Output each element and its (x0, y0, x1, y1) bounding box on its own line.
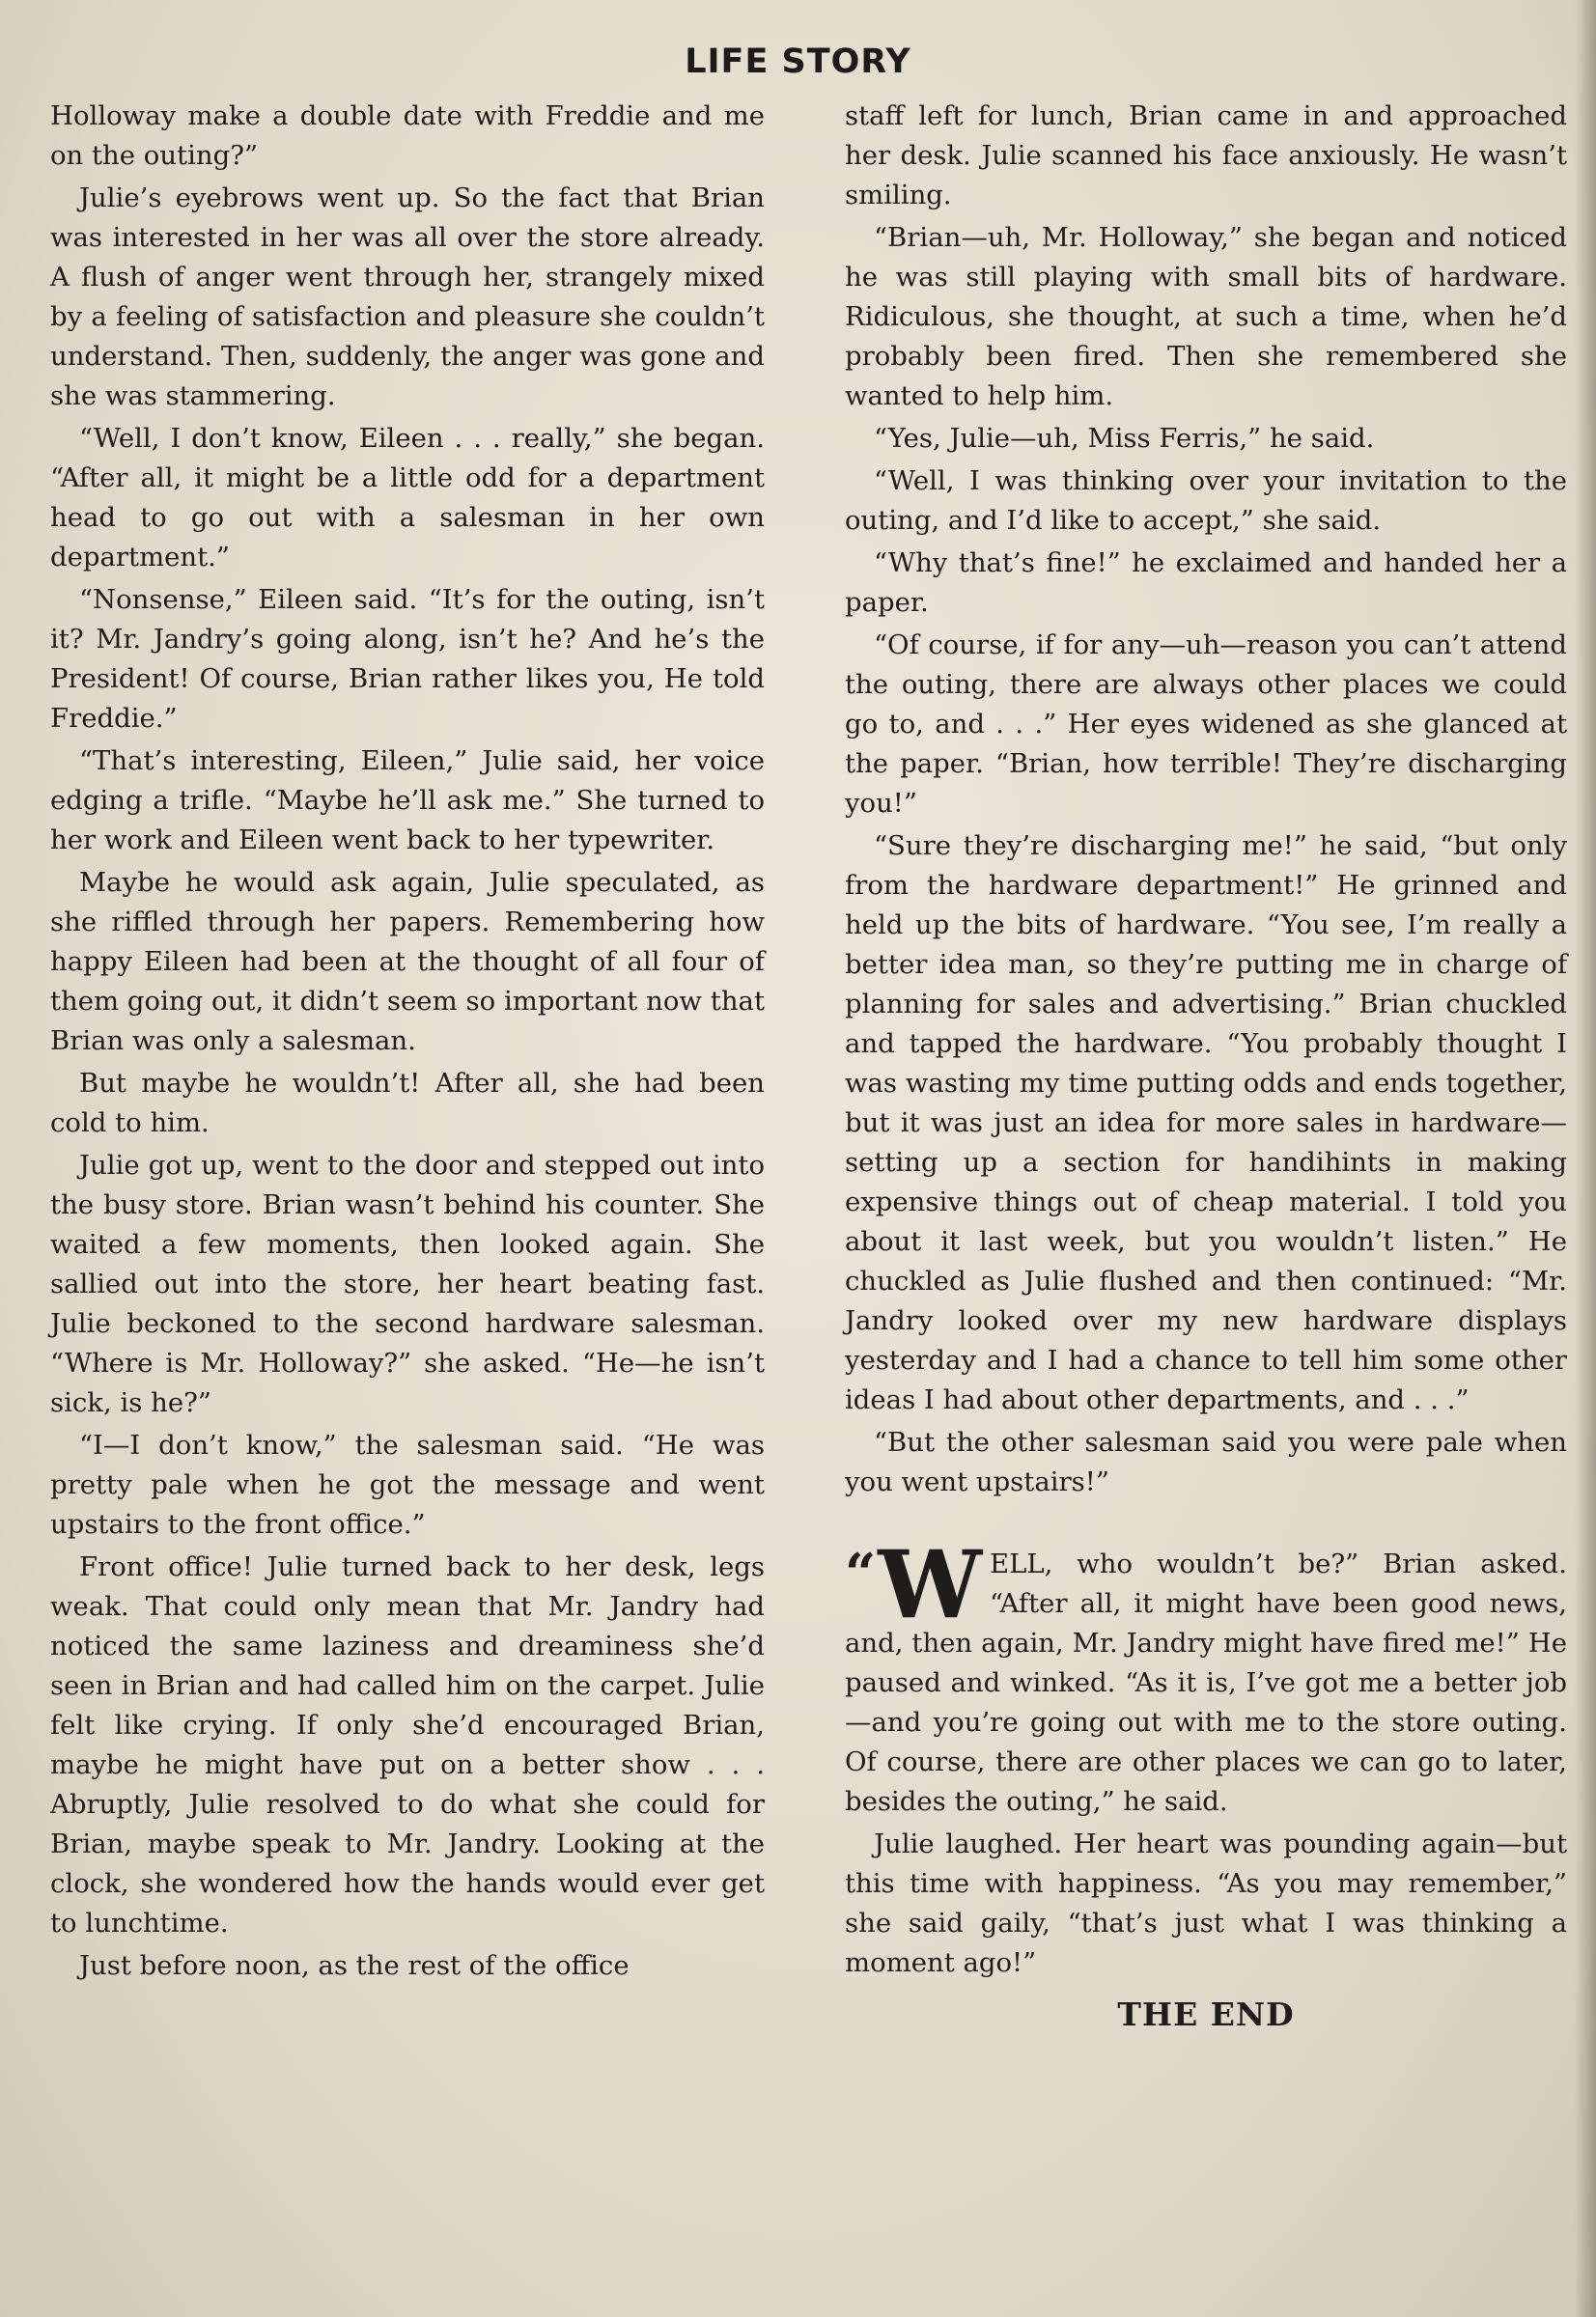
left-column (50, 97, 765, 1989)
paragraph: “Brian—uh, Mr. Holloway,” she began and noticed he was still playing with small bits of hardware. Ridiculous, she thought, at such a time, when he’d probably been fired. Then she remembered she wanted to help him. (845, 222, 1567, 411)
paragraph: “That’s interesting, Eileen,” Julie said, her voice edging a trifle. “Maybe he’ll ask me.” She turned to her work and Eileen went back to her typewriter. (50, 745, 765, 855)
page-edge-shadow (1575, 0, 1596, 2317)
paragraph: Maybe he would ask again, Julie speculated, as she riffled through her papers. Remembering how happy Eileen had been at the thought of all four of them going out, it didn’t seem so important now that Brian was only a salesman. (50, 867, 765, 1056)
paragraph: “Yes, Julie—uh, Miss Ferris,” he said. (874, 423, 1375, 454)
paragraph: Holloway make a double date with Freddie and me on the outing?” (50, 100, 765, 171)
paragraph: “Well, I was thinking over your invitation to the outing, and I’d like to accept,” she said. (845, 465, 1567, 536)
paragraph: “Well, I don’t know, Eileen . . . really,” she began. “After all, it might be a little odd for a department head to go out with a salesman in her own department.” (50, 423, 765, 572)
dropcap-quote-mark: “ (845, 1542, 877, 1605)
paragraph: “But the other salesman said you were pale when you went upstairs!” (845, 1427, 1567, 1497)
the-end: THE END (1117, 1996, 1295, 2033)
paragraph: Julie laughed. Her heart was pounding again—but this time with happiness. “As you may remember,” she said gaily, “that’s just what I was thinking a moment ago!” (845, 1828, 1567, 1978)
paragraph: “Sure they’re discharging me!” he said, “but only from the hardware department!” He grinned and held up the bits of hardware. “You see, I’m really a better idea man, so they’re putting me in charge of planning for sales and advertising.” Brian chuckled and tapped the hardware. “You probably thought I was wasting my time putting odds and ends together, but it was just an idea for more sales in hardware—setting up a section for handihints in making expensive things out of cheap material. I told you about it last week, but you wouldn’t listen.” He chuckled as Julie flushed and then continued: “Mr. Jandry looked over my new hardware displays yesterday and I had a chance to tell him some other ideas I had about other departments, and . . .” (845, 830, 1567, 1415)
running-head: LIFE STORY (685, 42, 911, 81)
paragraph: “I—I don’t know,” the salesman said. “He was pretty pale when he got the message and went upstairs to the front office.” (50, 1430, 765, 1540)
dropcap-letter: W (878, 1530, 983, 1639)
paragraph: staff left for lunch, Brian came in and approached her desk. Julie scanned his face anxiously. He wasn’t smiling. (845, 100, 1567, 210)
paragraph: Just before noon, as the rest of the office (79, 1950, 630, 1981)
paragraph: “Of course, if for any—uh—reason you can’t attend the outing, there are always other places we could go to, and . . .” Her eyes widened as she glanced at the paper. “Brian, how terrible! They’re discharging you!” (845, 629, 1567, 819)
dropcap-text: ELL, who wouldn’t be?” Brian asked. “After all, it might have been good news, and, then again, Mr. Jandry might have fired me!” He paused and winked. “As it is, I’ve got me a better job—and you’re going out with me to the store outing. Of course, there are other places we can go to later, besides the outing,” he said. (845, 1549, 1567, 1817)
paragraph: “Why that’s fine!” he exclaimed and handed her a paper. (845, 547, 1567, 618)
dropcap-paragraph (845, 1530, 1567, 1822)
paragraph: Julie’s eyebrows went up. So the fact that Brian was interested in her was all over the store already. A flush of anger went through her, strangely mixed by a feeling of satisfaction and pleasure she couldn’t understand. Then, suddenly, the anger was gone and she was stammering. (50, 182, 765, 411)
paragraph: But maybe he wouldn’t! After all, she had been cold to him. (50, 1068, 765, 1138)
right-column (845, 97, 1567, 2034)
paragraph: Julie got up, went to the door and stepped out into the busy store. Brian wasn’t behind his counter. She waited a few moments, then looked again. She sallied out into the store, her heart beating fast. Julie beckoned to the second hardware salesman. “Where is Mr. Holloway?” she asked. “He—he isn’t sick, is he?” (50, 1150, 765, 1418)
paragraph: “Nonsense,” Eileen said. “It’s for the outing, isn’t it? Mr. Jandry’s going along, isn’t he? And he’s the President! Of course, Brian rather likes you, He told Freddie.” (50, 584, 765, 734)
paragraph: Front office! Julie turned back to her desk, legs weak. That could only mean that Mr. Jandry had noticed the same laziness and dreaminess she’d seen in Brian and had called him on the carpet. Julie felt like crying. If only she’d encouraged Brian, maybe he might have put on a better show . . . Abruptly, Julie resolved to do what she could for Brian, maybe speak to Mr. Jandry. Looking at the clock, she wondered how the hands would ever get to lunchtime. (50, 1551, 765, 1939)
